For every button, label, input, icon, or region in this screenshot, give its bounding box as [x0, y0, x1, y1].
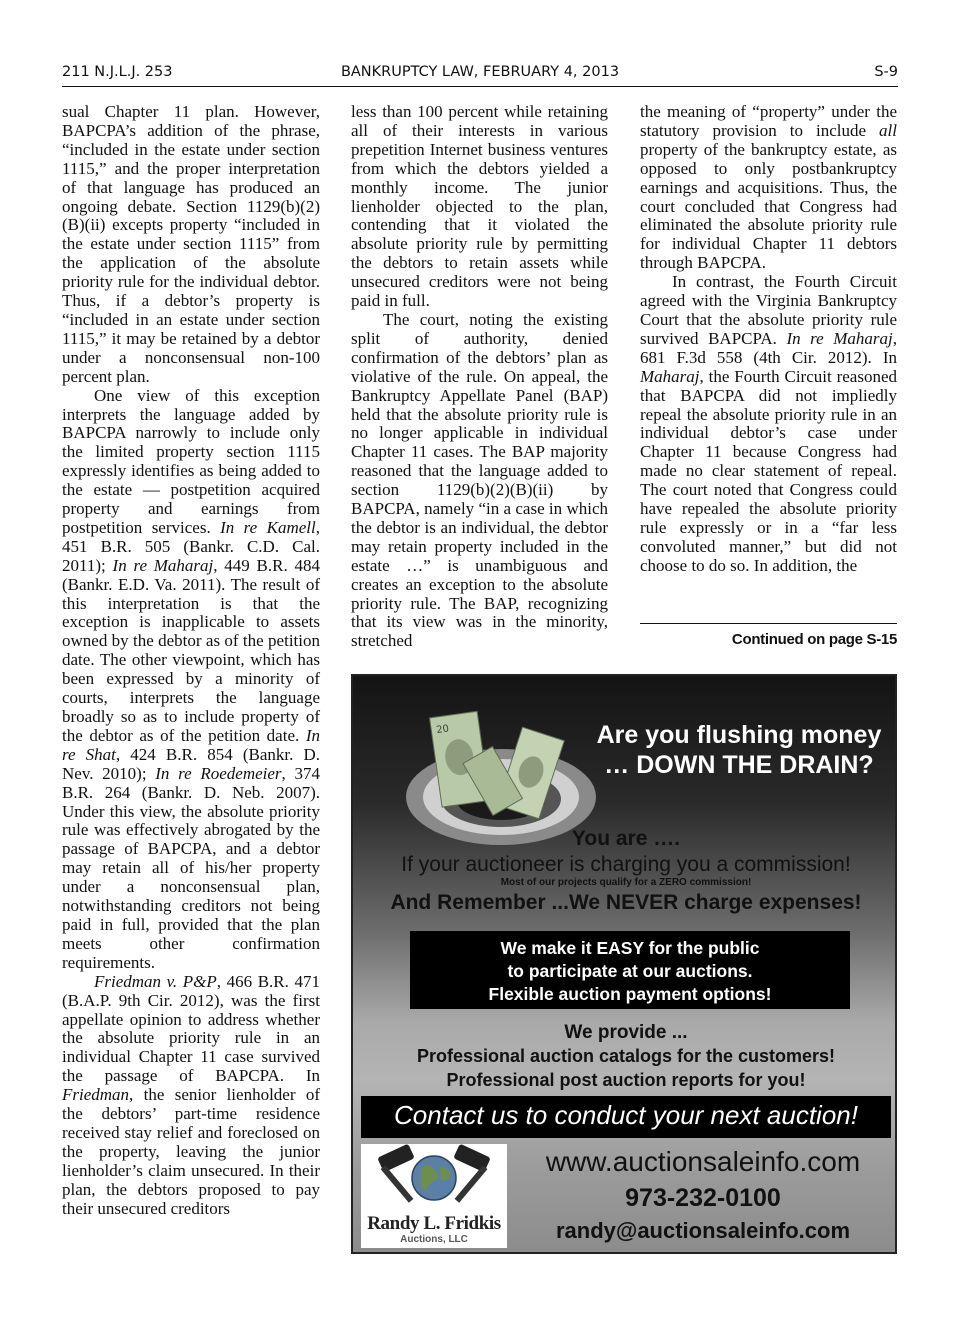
logo-name: Randy L. Fridkis [367, 1213, 501, 1234]
header-page-number: S-9 [874, 64, 898, 80]
ad-phone: 973-232-0100 [625, 1184, 781, 1212]
ad-easy-text [410, 937, 850, 1006]
text-run: , 424 B.R. 854 (Bankr. D. Nev. 2010); [62, 744, 320, 783]
globe-gavel-icon [361, 1144, 507, 1214]
text-run: In contrast, the Fourth Circuit agreed with the Virginia Bankruptcy Court that the absolute priority rule survived BAPCPA. [640, 272, 897, 348]
advertisement [351, 674, 897, 1254]
ad-provide-line: We provide ... [564, 1022, 688, 1043]
text-column-3 [640, 103, 897, 576]
header-rule [62, 86, 898, 87]
ad-you-are: You are …. [571, 827, 681, 850]
text-run: , 466 B.R. 471 (B.A.P. 9th Cir. 2012), was the first appellate opinion to address whether the absolute priority rule in an individual Chapter 11 case survived the passage of BAPCPA. In [62, 971, 320, 1086]
ad-contact-line: Contact us to conduct your next auction! [394, 1100, 858, 1130]
ad-reports-line: Professional post auction reports for you! [446, 1070, 806, 1090]
logo-subtitle: Auctions, LLC [400, 1234, 468, 1245]
italic-citation: In re Maharaj [786, 328, 893, 348]
text-run: The court, noting the existing split of authority, denied confirmation of the debtors’ plan as violative of the rule. On appeal, the Bankruptcy Appellate Panel (BAP) held that the absolute priority rule is no longer applicable in individual Chapter 11 cases. The BAP majority reasoned that the language added to section 1129(b)(2)(B)(ii) by BAPCPA, namely “in a case in which the debtor is an individual, the debtor may retain property included in the estate …” is unambiguous and creates an exception to the absolute priority rule. The BAP, recognizing that its view was in the minority, stretched [351, 309, 608, 651]
ad-small-note: Most of our projects qualify for a ZERO commission! [500, 877, 752, 888]
italic-citation: In re Roedemeier [155, 763, 282, 783]
ad-website: www.auctionsaleinfo.com [545, 1146, 861, 1177]
paragraph [351, 311, 608, 651]
continued-rule [640, 623, 897, 624]
header-citation: 211 N.J.L.J. 253 [62, 64, 173, 80]
text-run: less than 100 percent while retaining all of their interests in various prepetition Internet business ventures from which the debtors yielded a monthly income. The junior lienholder objected to the plan, contending that it violated the absolute priority rule by permitting the debtors to retain assets while unsecured creditors were not being paid in full. [351, 102, 608, 311]
italic-citation: In re Shat [62, 725, 320, 764]
italic-citation: Friedman [62, 1085, 130, 1105]
running-header [62, 64, 898, 86]
paragraph [62, 103, 320, 387]
text-run: , the senior lienholder of the debtors’ part-time residence received stay relief and foreclosed on the property, leaving the junior lienholder’s claim unsecured. In their plan, the debtors proposed to pay their unsecured creditors [62, 1085, 320, 1218]
ad-easy-line-3: Flexible auction payment options! [488, 984, 772, 1004]
italic-citation: Maharaj [640, 366, 700, 386]
italic-citation: Friedman v. P&P [94, 971, 217, 991]
text-run: , 451 B.R. 505 (Bankr. C.D. Cal. 2011); [62, 517, 320, 575]
paragraph [640, 273, 897, 576]
svg-text:20: 20 [435, 723, 450, 737]
paragraph [351, 103, 608, 311]
paragraph [62, 973, 320, 1219]
ad-remember-line: And Remember ...We NEVER charge expenses! [390, 891, 862, 914]
text-run: the meaning of “property” under the statutory provision to include [640, 102, 897, 140]
italic-citation: all [879, 120, 897, 140]
text-run: , 449 B.R. 484 (Bankr. E.D. Va. 2011). The result of this interpretation is that the exception is inapplicable to assets owned by the debtor as of the petition date. The other viewpoint, which has been expressed by a minority of courts, interprets the language broadly so as to include property of the debtor as of the petition date. [62, 555, 320, 745]
ad-catalogs-line: Professional auction catalogs for the customers! [416, 1046, 836, 1066]
ad-headline-line-1: Are you flushing money [596, 721, 882, 749]
continued-note: Continued on page S-15 [731, 631, 897, 648]
text-run: sual Chapter 11 plan. However, BAPCPA’s addition of the phrase, “included in the estate under section 1115,” and the proper interpretation of that language has produced an ongoing debate. Section 1129(b)(2)(B)(ii) excepts property “included in the estate under section 1115” from the application of the absolute priority rule for the individual debtor. Thus, if a debtor’s property is “included in an estate under section 1115,” it may be retained by a debtor under a nonconsensual non-100 percent plan. [62, 102, 320, 386]
text-run: property of the bankruptcy estate, as opposed to only postbankruptcy earnings and acquisitions. Thus, the court concluded that Congress had eliminated the absolute priority rule for individual Chapter 11 debtors through BAPCPA. [640, 139, 897, 273]
paragraph [640, 103, 897, 273]
text-run: , 681 F.3d 558 (4th Cir. 2012). In [640, 328, 897, 367]
ad-commission-line: If your auctioneer is charging you a commission! [401, 853, 851, 876]
ad-easy-line-2: to participate at our auctions. [507, 961, 753, 981]
text-run: One view of this exception interprets the language added by BAPCPA narrowly to include only the limited property section 1115 expressly identifies as being added to the estate — postpetition acquired property and earnings from postpetition services. [62, 385, 320, 537]
italic-citation: In re Maharaj [112, 555, 214, 575]
text-run: , the Fourth Circuit reasoned that BAPCPA did not impliedly repeal the absolute priority rule in an individual debtor’s case under Chapter 11 because Congress had made no clear statement of repeal. The court noted that Congress could have repealed the absolute priority rule expressly or in a “far less convoluted manner,” but did not choose to do so. In addition, the [640, 366, 897, 575]
ad-headline [581, 720, 897, 780]
ad-headline-line-2: … DOWN THE DRAIN? [604, 751, 874, 779]
text-run: , 374 B.R. 264 (Bankr. D. Neb. 2007). Under this view, the absolute priority rule was effectively abrogated by the passage of BAPCPA, and a debtor may retain all of his/her property under a nonconsensual plan, notwithstanding creditors not being paid in full, provided that the plan meets other confirmation requirements. [62, 763, 320, 972]
header-title: BANKRUPTCY LAW, FEBRUARY 4, 2013 [340, 64, 620, 80]
text-column-1 [62, 103, 320, 1218]
paragraph [62, 387, 320, 973]
ad-email: randy@auctionsaleinfo.com [555, 1218, 851, 1243]
text-column-2 [351, 103, 608, 651]
italic-citation: In re Kamell [220, 517, 316, 537]
ad-easy-line-1: We make it EASY for the public [500, 938, 760, 958]
